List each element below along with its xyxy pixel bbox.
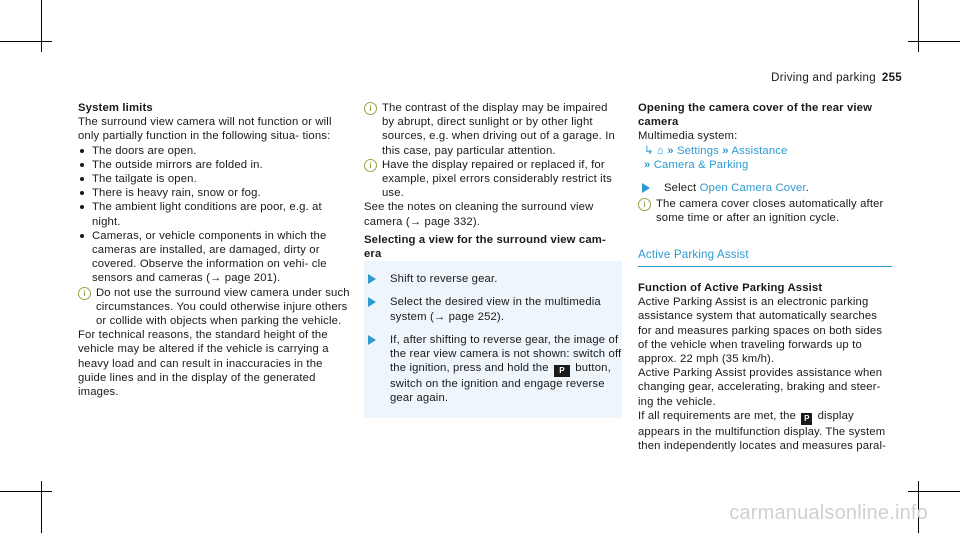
column-3	[638, 101, 892, 453]
steps-box	[364, 261, 622, 417]
page-header	[771, 72, 902, 84]
crop-mark	[41, 0, 42, 52]
list-item: The ambient light conditions are poor, e.g. at night.	[78, 200, 350, 228]
section-divider	[638, 266, 892, 267]
note-text: The contrast of the display may be impaired by abrupt, direct sunlight or by other light sources, e.g. when driving out of a garage. In this case, pay particular attention.	[382, 102, 615, 157]
parking-symbol-icon: P	[801, 413, 812, 425]
crop-mark	[41, 481, 42, 533]
list-item: There is heavy rain, snow or fog.	[78, 186, 350, 200]
arrow-icon	[642, 183, 650, 193]
info-icon: i	[78, 287, 91, 300]
crop-mark	[918, 0, 919, 52]
note-text: The camera cover closes automatically after some time or after an ignition cycle.	[656, 198, 884, 225]
section-heading: Active Parking Assist	[638, 247, 749, 261]
section-title: Driving and parking	[771, 72, 876, 84]
heading-system-limits: System limits	[78, 102, 153, 114]
arrow-icon	[368, 297, 376, 307]
info-icon: i	[638, 198, 651, 211]
crop-mark	[908, 41, 960, 42]
return-arrow-icon: ↳	[644, 144, 654, 157]
intro-text: The surround view camera will not function or will only partially function in the following situa- tions:	[78, 116, 332, 143]
chevron-icon: »	[644, 158, 651, 171]
crop-mark	[908, 491, 960, 492]
list-item: Cameras, or vehicle components in which the cameras are installed, are damaged, dirty or covered. Observe the information on vehi- cle sensors and cameras (→ page 201).	[78, 229, 350, 286]
info-icon: i	[364, 159, 377, 172]
page-number: 255	[881, 72, 902, 84]
list-item: The doors are open.	[78, 144, 350, 158]
menu-assistance: Assistance	[731, 144, 788, 157]
step-item: If, after shifting to reverse gear, the image of the rear view camera is not shown: switch off the ignition, press and hold the P button, switch on the ignition and engage reverse gear again.	[364, 333, 622, 406]
chevron-icon: »	[667, 144, 674, 157]
menu-path	[638, 144, 892, 158]
heading-function: Function of Active Parking Assist	[638, 282, 823, 295]
watermark: carmanualsonline.info	[729, 502, 928, 524]
info-note	[78, 286, 350, 329]
step-item: Select Open Camera Cover.	[638, 181, 892, 195]
outro-text: For technical reasons, the standard height of the vehicle may be altered if the vehicle is carrying a heavy load and can result in inaccuracies in the guide lines and in the display of the generated images.	[78, 329, 329, 399]
heading-selecting-view: Selecting a view for the surround view cam- era	[364, 233, 606, 261]
menu-path-cont	[638, 158, 892, 172]
function-text: Active Parking Assist is an electronic parking assistance system that automatically searches for and measures parking spaces on both sides of the vehicle when traveling forwards up to approx. 22 mph (35 km/h).	[638, 296, 883, 366]
limits-list	[78, 144, 350, 286]
list-item: The tailgate is open.	[78, 172, 350, 186]
arrow-icon	[368, 335, 376, 345]
home-icon: ⌂	[656, 144, 664, 157]
crop-mark	[0, 41, 52, 42]
path-label: Multimedia system:	[638, 130, 738, 143]
column-2	[364, 101, 622, 418]
list-item: The outside mirrors are folded in.	[78, 158, 350, 172]
crop-mark	[0, 491, 52, 492]
menu-camera-parking: Camera & Parking	[653, 158, 749, 171]
column-1	[78, 101, 350, 399]
arrow-icon	[368, 274, 376, 284]
step-item: Shift to reverse gear.	[364, 272, 622, 286]
heading-camera-cover: Opening the camera cover of the rear view camera	[638, 102, 873, 129]
menu-open-camera-cover: Open Camera Cover	[699, 182, 806, 195]
note-text: Have the display repaired or replaced if, for example, pixel errors considerably restrict its use.	[382, 158, 612, 200]
info-icon: i	[364, 102, 377, 115]
assist-text: Active Parking Assist provides assistance when changing gear, accelerating, braking and steer- ing the vehicle.	[638, 367, 883, 408]
chevron-icon: »	[722, 144, 729, 157]
cleaning-text: See the notes on cleaning the surround view camera (→ page 332).	[364, 201, 594, 228]
step-item: Select the desired view in the multimedia system (→ page 252).	[364, 295, 622, 323]
info-note	[638, 197, 892, 225]
info-note	[364, 101, 622, 158]
requirements-text: If all requirements are met, the P display appears in the multifunction display. The system then independently locates and measures paral-	[638, 409, 887, 453]
note-text: Do not use the surround view camera under such circumstances. You could otherwise injure others or collide with objects when parking the vehicle.	[96, 286, 350, 328]
parking-camera-button-icon: P	[554, 365, 570, 377]
menu-settings: Settings	[676, 144, 719, 157]
info-note	[364, 158, 622, 201]
